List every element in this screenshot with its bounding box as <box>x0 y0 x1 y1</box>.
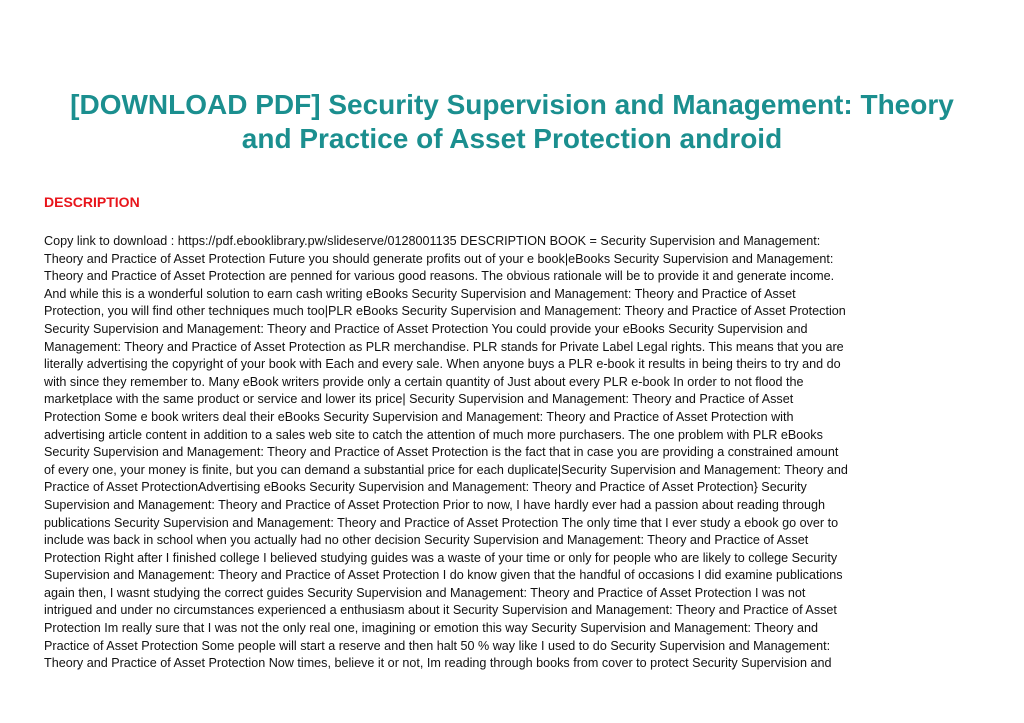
body-line: Protection, you will find other techniques much too|PLR eBooks Security Supervision and Management: Theory and Practice of Asset Protection <box>44 304 846 319</box>
body-line: marketplace with the same product or service and lower its price| Security Supervision and Management: Theory and Practice of Asset <box>44 392 794 407</box>
body-line: And while this is a wonderful solution to earn cash writing eBooks Security Supervision and Management: Theory and Practice of Asset <box>44 286 796 301</box>
body-line: of every one, your money is finite, but you can demand a substantial price for each duplicate|Security Supervision and Management: Theory and <box>44 462 848 477</box>
title-line: and Practice of Asset Protection android <box>241 123 783 154</box>
body-line: publications Security Supervision and Management: Theory and Practice of Asset Protection The only time that I ever study a ebook go over to <box>44 515 839 530</box>
body-line: intrigued and under no circumstances experienced a enthusiasm about it Security Supervision and Management: Theory and Practice of Asset <box>44 603 837 618</box>
body-line: Copy link to download : https://pdf.ebooklibrary.pw/slideserve/0128001135 DESCRIPTION BOOK = Security Supervision and Management: <box>44 234 821 248</box>
body-line: Practice of Asset Protection Some people will start a reserve and then halt 50 % way like I used to do Security Supervision and Management: <box>44 638 831 653</box>
body-line: with since they remember to. Many eBook writers provide only a certain quantity of Just about every PLR e-book In order to not flood the <box>44 374 804 389</box>
body-line: Supervision and Management: Theory and Practice of Asset Protection I do know given that the handful of occasions I did examine publications <box>44 568 843 583</box>
document-title <box>40 88 984 156</box>
description-heading: DESCRIPTION <box>44 194 140 210</box>
body-line: Protection Im really sure that I was not the only real one, imagining or emotion this way Security Supervision and Management: Theory and <box>44 621 818 636</box>
body-line: Protection Right after I finished college I believed studying guides was a waste of your time or only for people who are likely to college Security <box>44 550 838 565</box>
body-line: literally advertising the copyright of your book with Each and every sale. When anyone buys a PLR e-book it results in being theirs to try and do <box>44 357 841 372</box>
body-line: again then, I wasnt studying the correct guides Security Supervision and Management: Theory and Practice of Asset Protection I was not <box>44 585 806 600</box>
body-line: include was back in school when you actually had no other decision Security Supervision and Management: Theory and Practice of Asset <box>44 533 809 548</box>
body-line: Management: Theory and Practice of Asset Protection as PLR merchandise. PLR stands for Private Label Legal rights. This means that you are <box>44 339 844 354</box>
title-line: [DOWNLOAD PDF] Security Supervision and Management: Theory <box>70 89 954 120</box>
body-line: Security Supervision and Management: Theory and Practice of Asset Protection is the fact that in case you are providing a constrained amount <box>44 445 839 460</box>
body-line: Theory and Practice of Asset Protection Future you should generate profits out of your e book|eBooks Security Supervision and Management: <box>44 251 834 266</box>
description-body <box>44 233 984 673</box>
body-line: Security Supervision and Management: Theory and Practice of Asset Protection You could provide your eBooks Security Supervision and <box>44 321 808 336</box>
body-line: Practice of Asset ProtectionAdvertising eBooks Security Supervision and Management: Theory and Practice of Asset Protection} Security <box>44 480 807 495</box>
body-line: Theory and Practice of Asset Protection are penned for various good reasons. The obvious rationale will be to provide it and generate income. <box>44 269 835 284</box>
body-line: Protection Some e book writers deal their eBooks Security Supervision and Management: Theory and Practice of Asset Protection with <box>44 409 794 424</box>
body-line: Supervision and Management: Theory and Practice of Asset Protection Prior to now, I have hardly ever had a passion about reading through <box>44 497 826 512</box>
body-line: advertising article content in addition to a sales web site to catch the attention of much more purchasers. The one problem with PLR eBooks <box>44 427 823 442</box>
body-line: Theory and Practice of Asset Protection Now times, believe it or not, Im reading through books from cover to protect Security Supervision and <box>44 656 832 671</box>
